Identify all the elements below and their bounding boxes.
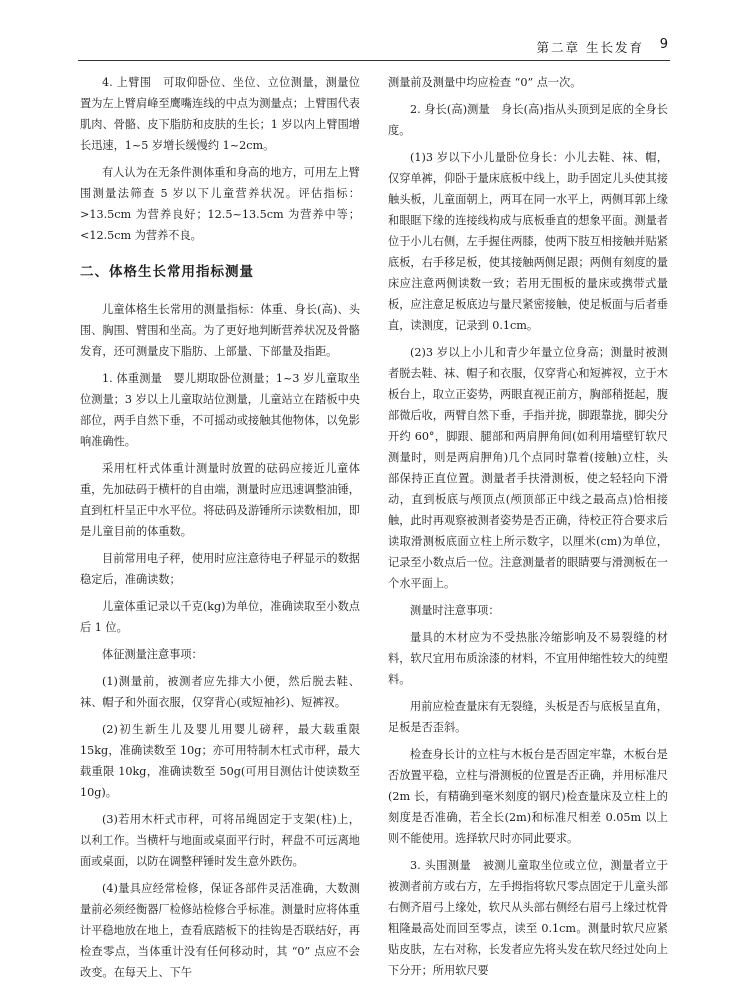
paragraph-weight: 1. 体重测量 婴儿期取卧位测量；1~3 岁儿童取坐位测量；3 岁以上儿童取站位测量，儿童站立在踏板中央部位，两手自然下垂，不可摇动或接触其他物体，以免影响准确性。 [80,372,360,448]
paragraph-supine-length: (1)3 岁以下小儿量卧位身长：小儿去鞋、袜、帽，仅穿单裤，仰卧于量床底板中线上，助手固定儿头使其接触头板，儿童面朝上，两耳在同一水平上，两侧耳郭上缘和眼眶下缘的连接线构成与底板垂直的想象平面。测量者位于小儿右侧，左手握住两膝，使两下肢互相接触并贴紧底板，右手移足板，使其接触两侧足跟；两侧有刻度的量床应注意两侧读数一致；若用无围板的量床或携带式量板，应注意足板底边与量尺紧密接触，使足板面与后者垂直，读测度，记录到 0.1cm。 [388,151,668,332]
chapter-title: 第二章 生长发育 [536,40,644,55]
left-column [80,72,360,989]
paragraph-materials: 量具的木材应为不受热胀冷缩影响及不易裂缝的材料，软尺宜用布质涂漆的材料，不宜用伸缩性较大的纯塑料。 [388,631,668,686]
paragraph-check-board: 用前应检查量床有无裂缝，头板是否与底板呈直角，足板是否歪斜。 [388,700,668,734]
header-divider [78,60,670,61]
paragraph-upper-arm: 4. 上臂围 可取仰卧位、坐位、立位测量，测量位置为左上臂肩峰至鹰嘴连线的中点为测量点；上臂围代表肌肉、骨骼、皮下脂肪和皮肤的生长；1 岁以内上臂围增长迅速，1~5 岁增长缓慢约 1~2cm。 [80,76,360,152]
paragraph-head-circumference: 3. 头围测量 被测儿童取坐位或立位，测量者立于被测者前方或右方，左手拇指将软尺零点固定于儿童头部右侧齐眉弓上缘处，软尺从头部右侧经右眉弓上缘过枕骨粗隆最高处而回至零点，读至 0.1cm。测量时软尺应紧贴皮肤，左右对称，长发者应先将头发在软尺经过处向上下分开；所用软尺要 [388,859,668,977]
section-heading: 二、体格生长常用指标测量 [80,264,254,280]
paragraph-note-3: (3)若用木杆式市秤，可将吊绳固定于支架(柱)上，以利工作。当横杆与地面或桌面平行时，秤盘不可远离地面或桌面，以防在调整秤锤时发生意外跌伤。 [80,813,360,868]
paragraph-note-2: (2)初生新生儿及婴儿用婴儿磅秤，最大载重限 15kg，准确读数至 10g；亦可用特制木杠式市秤，最大载重限 10kg，准确读数至 50g(可用目测估计使读数至 10g)。 [80,723,360,799]
paragraph-length: 2. 身长(高)测量 身长(高)指从头顶到足底的全身长度。 [388,103,668,137]
page-number: 9 [659,37,668,52]
paragraph-indicators: 儿童体格生长常用的测量指标：体重、身长(高)、头围、胸围、臂围和坐高。为了更好地判断营养状况及骨骼发育，还可测量皮下脂肪、上部量、下部量及指距。 [80,303,360,358]
paragraph-check-column: 检查身长计的立柱与木板台是否固定牢靠，木板台是否放置平稳，立柱与滑测板的位置是否正确，并用标准尺(2m 长，有精确到毫米刻度的钢尺)检查量床及立柱上的刻度是否准确，若全长(2m)和标准尺相差 0.05m 以上则不能使用。选择软尺时亦同此要求。 [388,748,668,845]
paragraph-note-1: (1)测量前，被测者应先排大小便，然后脱去鞋、袜、帽子和外面衣服，仅穿背心(或短袖衫)、短裤衩。 [80,675,360,709]
right-column [388,72,668,987]
paragraph-electronic-scale: 目前常用电子秤，使用时应注意待电子秤显示的数据稳定后，准确读数； [80,552,360,586]
running-header [0,36,730,58]
paragraph-screening: 有人认为在无条件测体重和身高的地方，可用左上臂围测量法筛查 5 岁以下儿童营养状况。评估指标：>13.5cm 为营养良好；12.5~13.5cm 为营养中等；<12.5cm 为营养不良。 [80,166,360,242]
paragraph-continued: 测量前及测量中均应检查 “0” 点一次。 [388,76,582,89]
paragraph-note-4: (4)量具应经常检修，保证各部件灵活准确，大数测量前必须经衡器厂检修站检修合乎标准。测量时应将体重计平稳地放在地上，查看底踏板下的挂钩是否联结好，再检查零点，当体重计没有任何移动时，其 “0” 点应不会改变。在每天上、下午 [80,882,360,979]
paragraph-notes-title: 体征测量注意事项： [102,648,203,661]
paragraph-lever-scale: 采用杠杆式体重计测量时放置的砝码应接近儿童体重，先加砝码于横杆的自由端，测量时应迅速调整油锤，直到杠杆呈正中水平位。将砝码及游锤所示读数相加，即是儿童目前的体重数。 [80,462,360,538]
paragraph-standing-height: (2)3 岁以上小儿和青少年量立位身高；测量时被测者脱去鞋、袜、帽子和衣服，仅穿背心和短裤衩，立于木板台上，取立正姿势，两眼直视正前方，胸部稍挺起，腹部微后收，两臂自然下垂，手指并拢，脚跟靠拢，脚尖分开约 60°，脚跟、腿部和两肩胛角间(如利用墙壁钉软尺测量时，则是两肩胛角)几个点同时靠着(接触)立柱，头部保持正直位置。测量者手扶滑测板，使之轻轻向下滑动，直到板底与颅顶点(颅顶部正中线之最高点)恰相接触，此时再观察被测者姿势是否正确，待校正符合要求后读取滑测板底面立柱上所示数字，以厘米(cm)为单位，记录至小数点后一位。注意测量者的眼睛要与滑测板在一个水平面上。 [388,346,668,590]
paragraph-notes-title-2: 测量时注意事项： [410,604,500,617]
paragraph-weight-record: 儿童体重记录以千克(kg)为单位，准确读取至小数点后 1 位。 [80,600,360,634]
